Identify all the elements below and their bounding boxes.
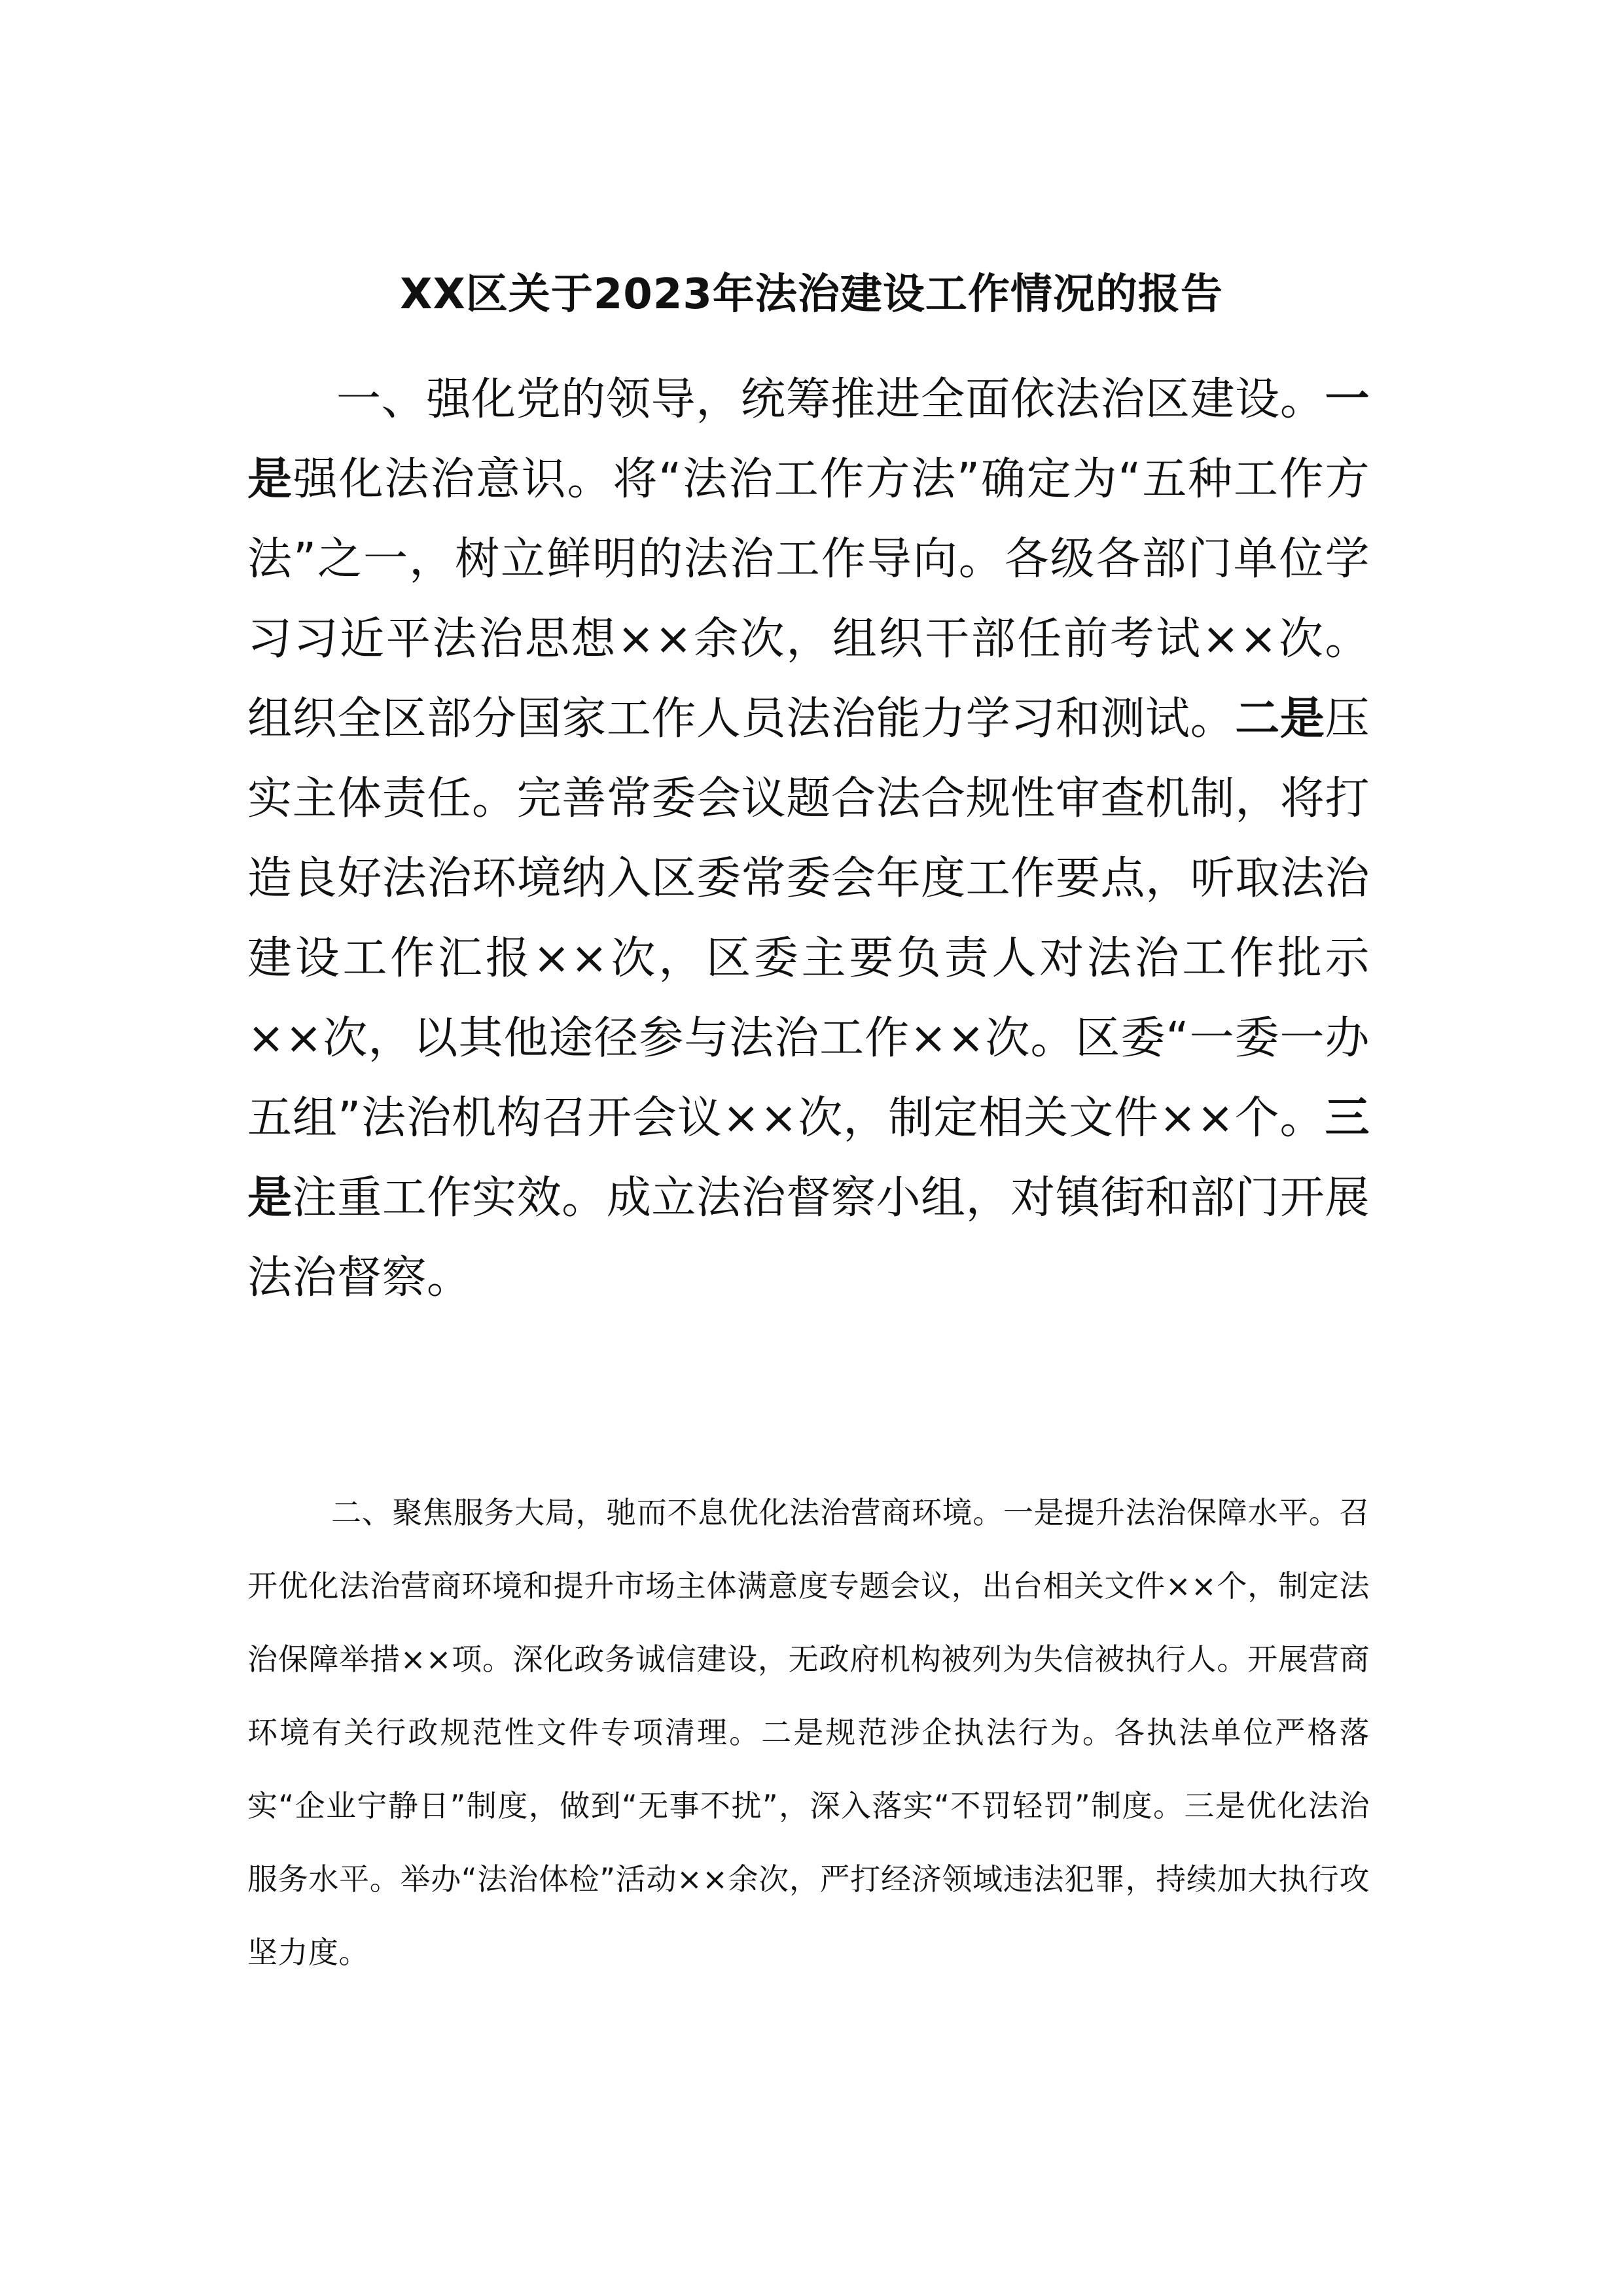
point-2-text: 压实主体责任。完善常委会议题合法合规性审查机制，将打造良好法治环境纳入区委常委会年度工作要点，听取法治建设工作汇报××次，区委主要负责人对法治工作批示××次，以其他途径参与法治工作××次。区委“一委一办五组”法治机构召开会议××次，制定相关文件××个。 <box>247 693 1370 1144</box>
point-2-label: 二是 <box>1235 693 1325 745</box>
point-3-label: 三是 <box>247 1092 1370 1224</box>
section-1-heading: 一、强化党的领导，统筹推进全面依法治区建设。 <box>336 374 1325 425</box>
point-1-label: 一是 <box>247 374 1370 505</box>
section-2-paragraph: 二、聚焦服务大局，驰而不息优化法治营商环境。一是提升法治保障水平。召开优化法治营商环境和提升市场主体满意度专题会议，出台相关文件××个，制定法治保障举措××项。深化政务诚信建设，无政府机构被列为失信被执行人。开展营商环境有关行政规范性文件专项清理。二是规范涉企执法行为。各执法单位严格落实“企业宁静日”制度，做到“无事不扰”，深入落实“不罚轻罚”制度。三是优化法治服务水平。举办“法治体检”活动××余次，严打经济领域违法犯罪，持续加大执行攻坚力度。 <box>247 1495 1370 1970</box>
point-1-text: 强化法治意识。将“法治工作方法”确定为“五种工作方法”之一，树立鲜明的法治工作导向。各级各部门单位学习习近平法治思想××余次，组织干部任前考试××次。组织全区部分国家工作人员法治能力学习和测试。 <box>247 454 1370 745</box>
point-3-text: 注重工作实效。成立法治督察小组，对镇街和部门开展法治督察。 <box>247 1172 1370 1304</box>
report-title: XX区关于2023年法治建设工作情况的报告 <box>400 270 1223 319</box>
section-1-paragraph <box>247 360 1370 1318</box>
